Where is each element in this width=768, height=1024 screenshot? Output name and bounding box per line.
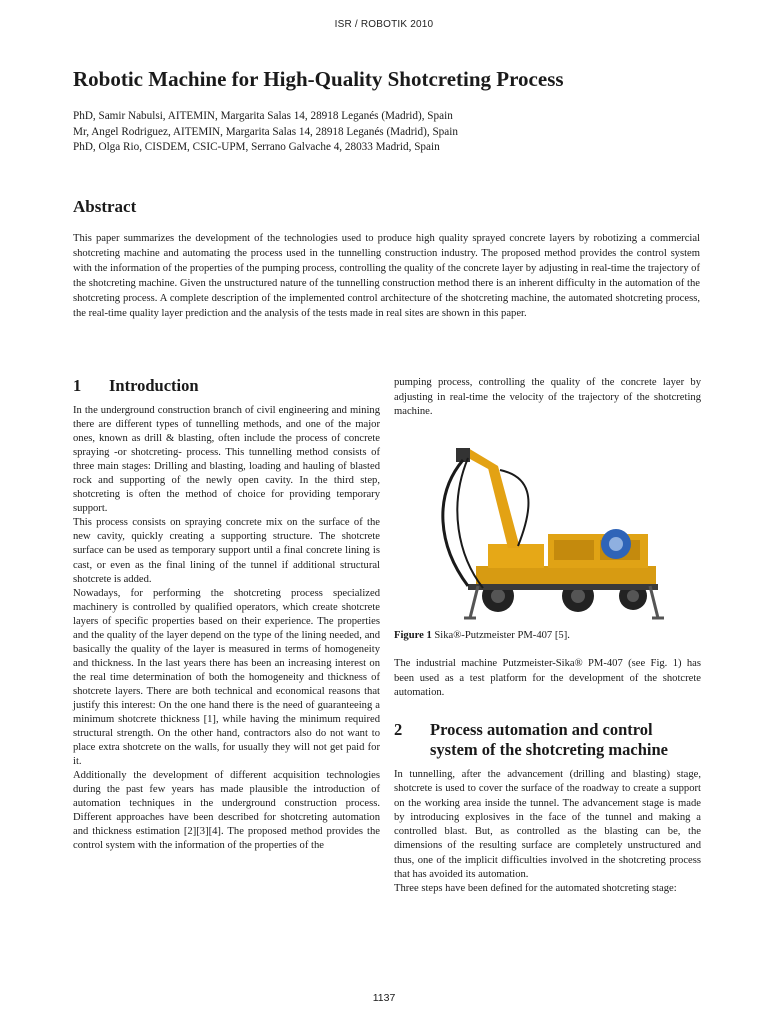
author-line: PhD, Samir Nabulsi, AITEMIN, Margarita Salas 14, 28918 Leganés (Madrid), Spain xyxy=(73,110,453,122)
right-column-continuation xyxy=(394,376,701,420)
section-title: Process automation and control system of the shotcreting machine xyxy=(430,720,668,759)
author-list xyxy=(73,109,713,156)
section-number: 2 xyxy=(394,720,403,739)
shotcreting-machine-image xyxy=(428,436,664,622)
paragraph: Nowadays, for performing the shotcreting process specialized machinery is controlled by qualified operators, which create shotcrete layers of specific properties based on their experience. The properties and the quality of the layer depend on the type of the lining needed, and basically the quality of the layer is measured in terms of homogeneity and thickness. In the last years there has been an increasing interest on the real time determination of both the homogeneity and thickness of shotcrete layers. There are both technical and economical reasons that justify this interest: On the one hand there is the need of guaranteeing a minimum shotcrete thickness [1], while having the minimum required structural strength. On the other hand, contractors also do not want to place extra shotcrete on the walls, for usually they will not get paid for it. xyxy=(73,587,380,768)
abstract-text: This paper summarizes the development of the technologies used to produce high quality sprayed concrete layers by robotizing a commercial shotcreting machine and automating the process used in the tunnelling construction industry. The proposed method provides the control system with the information of the properties of the pumping process, controlling the quality of the concrete layer by adjusting in real-time the trajectory of the shotcreting machine. Given the unstructured nature of the tunnelling construction method there is an inherent difficulty in the automation of the shotcreting process. A complete description of the implemented control architecture of the shotcreting machine, the automated shotcreting process, the real-time quality layer prediction and the analysis of the tests made in real sites are shown in this paper. xyxy=(73,233,700,319)
paragraph: The industrial machine Putzmeister-Sika® PM-407 (see Fig. 1) has been used as a test platform for the development of the shotcrete automation. xyxy=(394,658,701,699)
section-2-heading xyxy=(394,720,704,760)
page-number: 1137 xyxy=(372,992,396,1004)
section-title: Introduction xyxy=(109,376,199,395)
figure-1-caption xyxy=(394,630,570,641)
section-2-body xyxy=(394,768,701,897)
figure-description xyxy=(394,657,701,701)
author-line: PhD, Olga Rio, CISDEM, CSIC-UPM, Serrano Galvache 4, 28033 Madrid, Spain xyxy=(73,141,440,153)
figure-label: Figure 1 xyxy=(394,630,432,641)
figure-caption-text: Sika®-Putzmeister PM-407 [5]. xyxy=(431,630,570,641)
section-number: 1 xyxy=(73,376,82,395)
section-1-heading xyxy=(73,376,199,396)
figure-1-machine-illustration xyxy=(428,436,664,622)
paragraph: In the underground construction branch of civil engineering and mining there are different types of tunnelling methods, and one of the major ones, known as drill & blasting, often include the process of concrete spraying -or shotcreting- process. This tunnelling method consists of three main stages: Drilling and blasting, loading and hauling of blasted rock and supporting of the newly open cavity. In the third step, shotcreting is often the method of choice for providing temporary support. xyxy=(73,405,380,515)
left-column xyxy=(73,404,380,854)
author-line: Mr, Angel Rodriguez, AITEMIN, Margarita Salas 14, 28918 Leganés (Madrid), Spain xyxy=(73,125,458,138)
abstract-heading: Abstract xyxy=(73,197,137,216)
paragraph: Three steps have been defined for the automated shotcreting stage: xyxy=(394,883,677,895)
paragraph: In tunnelling, after the advancement (drilling and blasting) stage, shotcrete is used to cover the surface of the roadway to create a support on the working area inside the tunnel. The advancement stage is made by introducing explosives in the face of the tunnel and making a controlled blast. But, as controlled as the blasting can be, the dimensions of the resulting surface are completely unstructured and thus, one of the implicit difficulties involved in the shotcreting process that has avoided its automation. xyxy=(394,769,701,881)
paragraph: pumping process, controlling the quality of the concrete layer by adjusting in real-time the velocity of the trajectory of the shotcreting machine. xyxy=(394,377,701,418)
paragraph: This process consists on spraying concrete mix on the surface of the new cavity, quickly creating a supporting structure. The shotcrete surface can be used as temporary support until a final concrete lining is cast, or even as the final lining of the tunnel if additional structural shotcrete is added. xyxy=(73,517,380,585)
paper-title: Robotic Machine for High-Quality Shotcreting Process xyxy=(73,67,564,91)
paragraph: Additionally the development of different acquisition technologies during the past few years has made plausible the introduction of automation techniques in the underground construction process. Different approaches have been described for shotcreting automation and thickness estimation [2][3][4]. The proposed method provides the control system with the information of the properties of the xyxy=(73,770,380,852)
running-header: ISR / ROBOTIK 2010 xyxy=(334,19,434,30)
